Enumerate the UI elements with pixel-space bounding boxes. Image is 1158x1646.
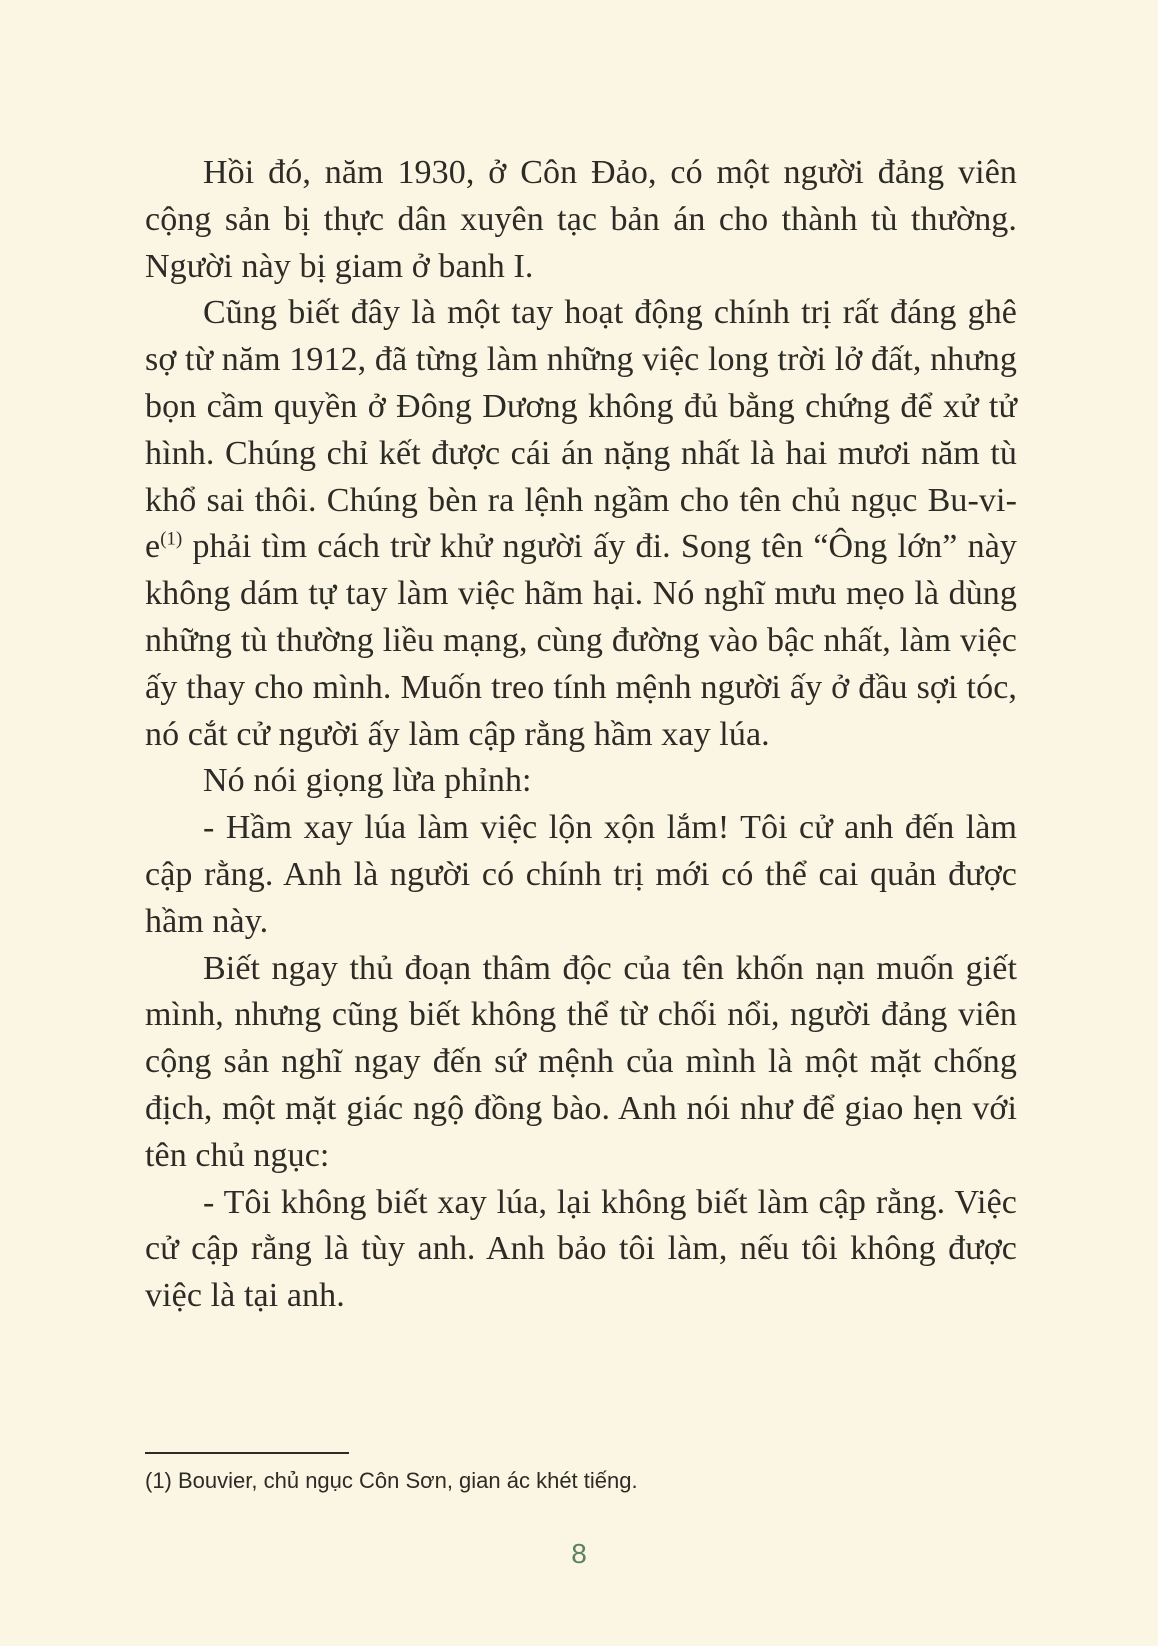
footnote-divider <box>145 1452 349 1454</box>
paragraph <box>145 1180 1017 1320</box>
paragraph-text: Biết ngay thủ đoạn thâm độc của tên khốn nạn muốn giết mình, nhưng cũng biết không thể từ chối nổi, người đảng viên cộng sản nghĩ ngay đến sứ mệnh của mình là một mặt chống địch, một mặt giác ngộ đồng bào. Anh nói như để giao hẹn với tên chủ ngục: <box>145 949 1017 1174</box>
body-text <box>145 150 1017 1320</box>
footnote-marker: (1) <box>160 529 183 551</box>
paragraph-text: Hồi đó, năm 1930, ở Côn Đảo, có một người đảng viên cộng sản bị thực dân xuyên tạc bản án cho thành tù thường. Người này bị giam ở banh I. <box>145 154 1017 285</box>
footnote-text: (1) Bouvier, chủ ngục Côn Sơn, gian ác khét tiếng. <box>145 1468 638 1493</box>
paragraph-text: Cũng biết đây là một tay hoạt động chính trị rất đáng ghê sợ từ năm 1912, đã từng làm những việc long trời lở đất, nhưng bọn cầm quyền ở Đông Dương không đủ bằng chứng để xử tử hình. Chúng chỉ kết được cái án nặng nhất là hai mươi năm tù khổ sai thôi. Chúng bèn ra lệnh ngầm cho tên chủ ngục Bu-vi-e <box>145 294 1017 566</box>
page-number: 8 <box>571 1538 587 1569</box>
paragraph-text: - Tôi không biết xay lúa, lại không biết làm cập rằng. Việc cử cập rằng là tùy anh. Anh bảo tôi làm, nếu tôi không được việc là tại anh. <box>145 1183 1017 1315</box>
paragraph <box>145 290 1017 758</box>
paragraph-text: - Hầm xay lúa làm việc lộn xộn lắm! Tôi cử anh đến làm cập rằng. Anh là người có chính trị mới có thể cai quản được hầm này. <box>145 809 1017 940</box>
paragraph <box>145 150 1017 290</box>
paragraph <box>145 946 1017 1180</box>
paragraph <box>145 758 1017 805</box>
paragraph <box>145 805 1017 945</box>
footnote-section <box>145 1452 1017 1495</box>
paragraph-text: phải tìm cách trừ khử người ấy đi. Song tên “Ông lớn” này không dám tự tay làm việc hãm hại. Nó nghĩ mưu mẹo là dùng những tù thường liều mạng, cùng đường vào bậc nhất, làm việc ấy thay cho mình. Muốn treo tính mệnh người ấy ở đầu sợi tóc, nó cắt cử người ấy làm cập rằng hầm xay lúa. <box>145 528 1017 753</box>
paragraph-text: Nó nói giọng lừa phỉnh: <box>203 762 532 800</box>
